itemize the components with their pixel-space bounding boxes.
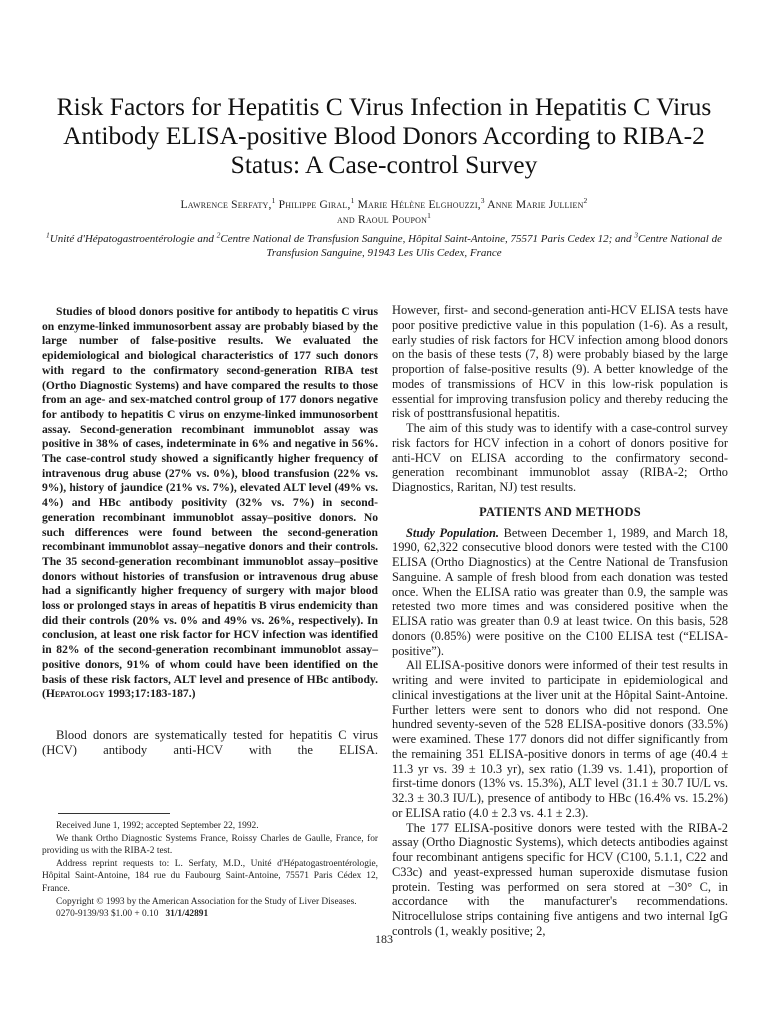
author: Philippe Giral, — [278, 199, 351, 211]
affiliation-mark: 2 — [216, 230, 221, 240]
affiliation-text: Centre National de Transfusion Sanguine, Hôpital Saint-Antoine, 75571 Paris Cedex 12; and — [220, 233, 635, 245]
footnotes — [42, 820, 378, 921]
paragraph-text: Between December 1, 1989, and March 18, 1990, 62,322 consecutive blood donors were tested with the C100 ELISA (Ortho Diagnostics) at the Centre National de Transfusion Sanguine. A sample of fresh blood from each donation was tested once. When the ELISA ratio was greater than 0.9, the sample was retested two more times and was considered positive when the ELISA ratio was greater than 0.9 at least twice. On this basis, 528 donors (0.85%) were positive on the C100 ELISA test (“ELISA-positive”). — [392, 525, 729, 658]
body-paragraph — [392, 526, 728, 659]
affiliation-text: Unité d'Hépatogastroentérologie and — [49, 233, 217, 245]
left-column — [42, 305, 378, 759]
citation-journal: Hepatology — [45, 687, 105, 701]
affiliation-text: Centre National de Transfusion Sanguine, 91943 Les Ulis Cedex, France — [266, 233, 722, 259]
footnote-address: Address reprint requests to: L. Serfaty, M.D., Unité d'Hépatogastroentérologie, Hôpital Saint-Antoine, 184 rue du Faubourg Saint-Antoine, 75571 Paris Cédex 12, France. — [42, 858, 378, 894]
author: Lawrence Serfaty, — [180, 199, 272, 211]
issn-price: 0270-9139/93 $1.00 + 0.10 — [56, 909, 159, 920]
author-affiliation-mark: 3 — [480, 196, 485, 206]
article-code: 31/1/42891 — [165, 909, 209, 920]
footnote-acknowledgment: We thank Ortho Diagnostic Systems France, Roissy Charles de Gaulle, France, for providing us with the RIBA-2 test. — [42, 833, 378, 857]
affiliation-mark: 1 — [46, 230, 50, 240]
body-paragraph: The aim of this study was to identify with a case-control survey risk factors for HCV infection in a cohort of donors positive for anti-HCV on ELISA according to the confirmatory second-generation recombinant immunoblot assay (RIBA-2; Ortho Diagnostics, Raritan, NJ) test results. — [392, 421, 728, 494]
author: and Raoul Poupon — [336, 214, 428, 226]
article-title: Risk Factors for Hepatitis C Virus Infection in Hepatitis C Virus Antibody ELISA-positive Blood Donors According to RIBA-2 Status: A Case-control Survey — [56, 92, 712, 179]
introduction-paragraph: Blood donors are systematically tested for hepatitis C virus (HCV) antibody anti-HCV with the ELISA. — [42, 727, 378, 758]
section-heading: PATIENTS AND METHODS — [479, 504, 641, 519]
subsection-heading: Study Population. — [406, 525, 500, 540]
body-paragraph: The 177 ELISA-positive donors were tested with the RIBA-2 assay (Ortho Diagnostic Systems), which detects antibodies against four recombinant antigens specific for HCV (C100, 5.1.1, C22 and C33c) and yeast-expressed human superoxide dismutase fusion protein. Testing was performed on sera stored at −30° C, in accordance with the manufacturer's recommendations. Nitrocellulose strips containing five antigens and two internal IgG controls (1, weakly positive; 2, — [392, 820, 728, 938]
page-number: 183 — [375, 932, 393, 946]
citation-reference: 1993;17:183-187.) — [104, 687, 196, 701]
author-affiliation-mark: 1 — [427, 211, 432, 221]
author-affiliation-mark: 1 — [350, 196, 355, 206]
footnote-issn — [42, 908, 378, 921]
affiliations — [30, 232, 738, 260]
author-affiliation-mark: 2 — [583, 196, 588, 206]
footnote-divider — [58, 813, 170, 814]
abstract-text: Studies of blood donors positive for antibody to hepatitis C virus on enzyme-linked immunosorbent assay are probably biased by the large number of false-positive results. We evaluated the epidemiological and biological characteristics of 177 such donors with regard to the confirmatory second-generation RIBA test (Ortho Diagnostic Systems) and have compared the results to those from an age- and sex-matched control group of 177 donors negative for antibody to hepatitis C virus on enzyme-linked immunosorbent assay. Second-generation recombinant immunoblot assay was positive in 38% of cases, indeterminate in 6% and negative in 56%. The case-control study showed a significantly higher frequency of intravenous drug abuse (27% vs. 0%), blood transfusion (22% vs. 9%), history of jaundice (21% vs. 7%), elevated ALT level (49% vs. 4%) and HBc antibody positivity (32% vs. 7%) in second-generation recombinant immunoblot assay–positive donors. No such differences were found between the second-generation recombinant immunoblot assay–negative donors and their controls. The 35 second-generation recombinant immunoblot assay–positive donors without histories of transfusion or intravenous drug abuse had a significantly higher frequency of surgery with major blood loss or prolonged stays in areas of hepatitis B virus endemicity than did their controls (20% vs. 0% and 49% vs. 26%, respectively). In conclusion, at least one risk factor for HCV infection was identified in 82% of the second-generation recombinant immunoblot assay–positive donors, 91% of whom could have been identified on the basis of these risk factors, ALT level and presence of HBc antibody. ( — [42, 305, 378, 701]
footnote-copyright: Copyright © 1993 by the American Association for the Study of Liver Diseases. — [56, 896, 357, 907]
abstract — [42, 305, 378, 702]
footnote-received: Received June 1, 1992; accepted September 22, 1992. — [56, 821, 259, 831]
author: Marie Hélène Elghouzzi, — [357, 199, 481, 211]
right-column — [392, 303, 728, 939]
author-affiliation-mark: 1 — [271, 196, 276, 206]
author: Anne Marie Jullien — [487, 199, 584, 211]
body-paragraph: All ELISA-positive donors were informed of their test results in writing and were invited to participate in epidemiological and clinical investigations at the liver unit at the Hôpital Saint-Antoine. Further letters were sent to donors who did not respond. One hundred seventy-seven of the 528 ELISA-positive donors (33.5%) were examined. These 177 donors did not differ significantly from the remaining 351 ELISA-positive donors in terms of age (40.4 ± 11.3 yr vs. 39 ± 10.3 yr), sex ratio (1.39 vs. 1.41), proportion of first-time donors (13% vs. 15.3%), ALT level (31.1 ± 30.7 IU/L vs. 32.3 ± 30.3 IU/L), presence of antibody to HBc (16.4% vs. 15.2%) or ELISA ratio (4.0 ± 2.3 vs. 4.1 ± 2.3). — [392, 658, 728, 820]
body-paragraph: However, first- and second-generation anti-HCV ELISA tests have poor positive predictive value in this population (1-6). As a result, early studies of risk factors for HCV infection among blood donors on the basis of these tests (7, 8) were probably biased by the large proportion of false-positive results (9). A better knowledge of the modes of transmissions of HCV in this low-risk population is essential for improving transfusion policy and thereby reducing the risk of posttransfusional hepatitis. — [392, 303, 728, 421]
author-list — [30, 198, 738, 228]
affiliation-mark: 3 — [634, 230, 639, 240]
